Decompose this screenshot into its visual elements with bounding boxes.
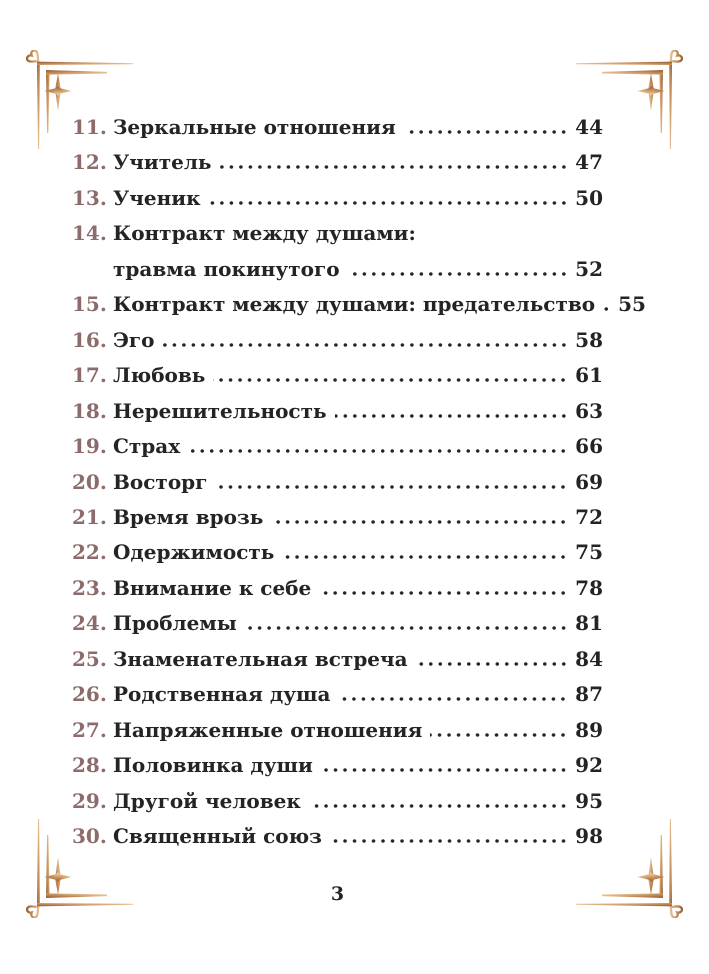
toc-entry[interactable]: [72, 181, 603, 216]
toc-entry[interactable]: [72, 535, 603, 570]
toc-entry-page: 66: [575, 434, 603, 459]
toc-entry-page: 52: [575, 256, 603, 281]
toc-entry-page: 50: [575, 185, 603, 210]
toc-entry-title: Напряженные отношения: [113, 717, 423, 742]
dot-leader: [416, 662, 569, 666]
page-number: 3: [330, 883, 345, 905]
dot-leader: [245, 626, 568, 630]
dot-leader: [309, 804, 568, 808]
toc-entry-title-continued: травма покинутого: [113, 256, 340, 281]
toc-entry-line1: [113, 216, 603, 251]
toc-entry-page: 63: [575, 398, 603, 423]
toc-entry-page: 69: [575, 469, 603, 494]
dot-leader: [335, 414, 569, 418]
toc-entry[interactable]: [72, 394, 603, 429]
toc-entry-title: Эго: [113, 327, 155, 352]
toc-entry-number: 23.: [72, 575, 107, 600]
toc-entry-number: 19.: [72, 434, 107, 459]
dot-leader: [319, 591, 568, 595]
toc-entry-number: 13.: [72, 185, 107, 210]
toc-entry-number: 16.: [72, 327, 107, 352]
toc-entry-title: Одержимость: [113, 540, 275, 565]
toc-entry[interactable]: [72, 606, 603, 641]
toc-entry-line2: [113, 252, 603, 287]
toc-entry-number: 18.: [72, 398, 107, 423]
dot-leader: [271, 520, 568, 524]
toc-entry-title: Нерешительность: [113, 398, 327, 423]
toc-entry[interactable]: [72, 819, 603, 854]
toc-entry[interactable]: [72, 429, 603, 464]
toc-entry-page: 78: [575, 575, 603, 600]
toc-entry-title: Проблемы: [113, 611, 237, 636]
toc-entry-title: Контракт между душами:: [113, 221, 416, 246]
toc-entry[interactable]: [72, 465, 603, 500]
toc-entry-number: 14.: [72, 221, 107, 246]
toc-entry-page: 75: [575, 540, 603, 565]
toc-entry-number: 29.: [72, 788, 107, 813]
dot-leader: [430, 733, 568, 737]
toc-entry[interactable]: [72, 571, 603, 606]
toc-entry[interactable]: [72, 358, 603, 393]
toc-entry[interactable]: [72, 500, 603, 535]
toc-entry-title: Внимание к себе: [113, 575, 312, 600]
toc-entry-number: 30.: [72, 824, 107, 849]
dot-leader: [321, 768, 568, 772]
toc-entry-number: 20.: [72, 469, 107, 494]
toc-entry-title: Время врозь: [113, 504, 264, 529]
toc-entry-title: Любовь: [113, 363, 206, 388]
toc-entry-number: 11.: [72, 115, 107, 139]
toc-entry-page: 58: [575, 327, 603, 352]
toc-entry-title: Священный союз: [113, 824, 322, 849]
toc-entry-page: 81: [575, 611, 603, 636]
dot-leader: [338, 697, 568, 701]
toc-entry-page: 84: [575, 646, 603, 671]
toc-entry-title: Страх: [113, 434, 181, 459]
toc-entry-page: 87: [575, 682, 603, 707]
toc-entry-title: Учитель: [113, 150, 212, 175]
toc-entry-title: Ученик: [113, 185, 201, 210]
dot-leader: [330, 839, 568, 843]
toc-entry-number: 28.: [72, 753, 107, 778]
toc-entry-body: [113, 216, 603, 287]
table-of-contents: [72, 110, 646, 855]
toc-entry[interactable]: [72, 216, 603, 287]
toc-entry[interactable]: [72, 713, 603, 748]
toc-entry-number: 24.: [72, 611, 107, 636]
toc-entry[interactable]: [72, 287, 646, 322]
toc-entry-page: 61: [575, 363, 603, 388]
toc-entry[interactable]: [72, 110, 603, 145]
toc-entry-page: 89: [575, 717, 603, 742]
toc-entry-number: 26.: [72, 682, 107, 707]
toc-entry-number: 17.: [72, 363, 107, 388]
dot-leader: [163, 343, 569, 347]
toc-entry-number: 21.: [72, 504, 107, 529]
toc-entry-page: 98: [575, 824, 603, 849]
toc-entry-page: 92: [575, 753, 603, 778]
dot-leader: [603, 307, 611, 311]
toc-entry-title: Восторг: [113, 469, 208, 494]
toc-entry-title: Половинка души: [113, 753, 313, 778]
toc-entry-page: 95: [575, 788, 603, 813]
toc-entry[interactable]: [72, 642, 603, 677]
toc-entry[interactable]: [72, 784, 603, 819]
dot-leader: [404, 130, 568, 134]
toc-entry[interactable]: [72, 748, 603, 783]
dot-leader: [213, 378, 568, 382]
toc-entry-number: 12.: [72, 150, 107, 175]
dot-leader: [220, 165, 569, 169]
toc-entry-title: Контракт между душами: предательство: [113, 292, 596, 317]
toc-entry-page: 72: [575, 504, 603, 529]
toc-entry-title: Зеркальные отношения: [113, 115, 396, 139]
dot-leader: [348, 272, 569, 276]
dot-leader: [188, 449, 568, 453]
toc-entry[interactable]: [72, 323, 603, 358]
toc-entry-title: Другой человек: [113, 788, 301, 813]
toc-entry-number: 25.: [72, 646, 107, 671]
dot-leader: [215, 485, 568, 489]
toc-entry-page: 55: [618, 292, 646, 317]
dot-leader: [209, 201, 569, 205]
toc-entry-number: 15.: [72, 292, 107, 317]
toc-entry[interactable]: [72, 677, 603, 712]
toc-entry-page: 47: [575, 150, 603, 175]
toc-entry-title: Родственная душа: [113, 682, 331, 707]
toc-entry-page: 44: [575, 115, 603, 139]
toc-entry[interactable]: [72, 145, 603, 180]
dot-leader: [282, 555, 568, 559]
toc-entry-title: Знаменательная встреча: [113, 646, 408, 671]
toc-entry-number: 27.: [72, 717, 107, 742]
toc-entry-number: 22.: [72, 540, 107, 565]
